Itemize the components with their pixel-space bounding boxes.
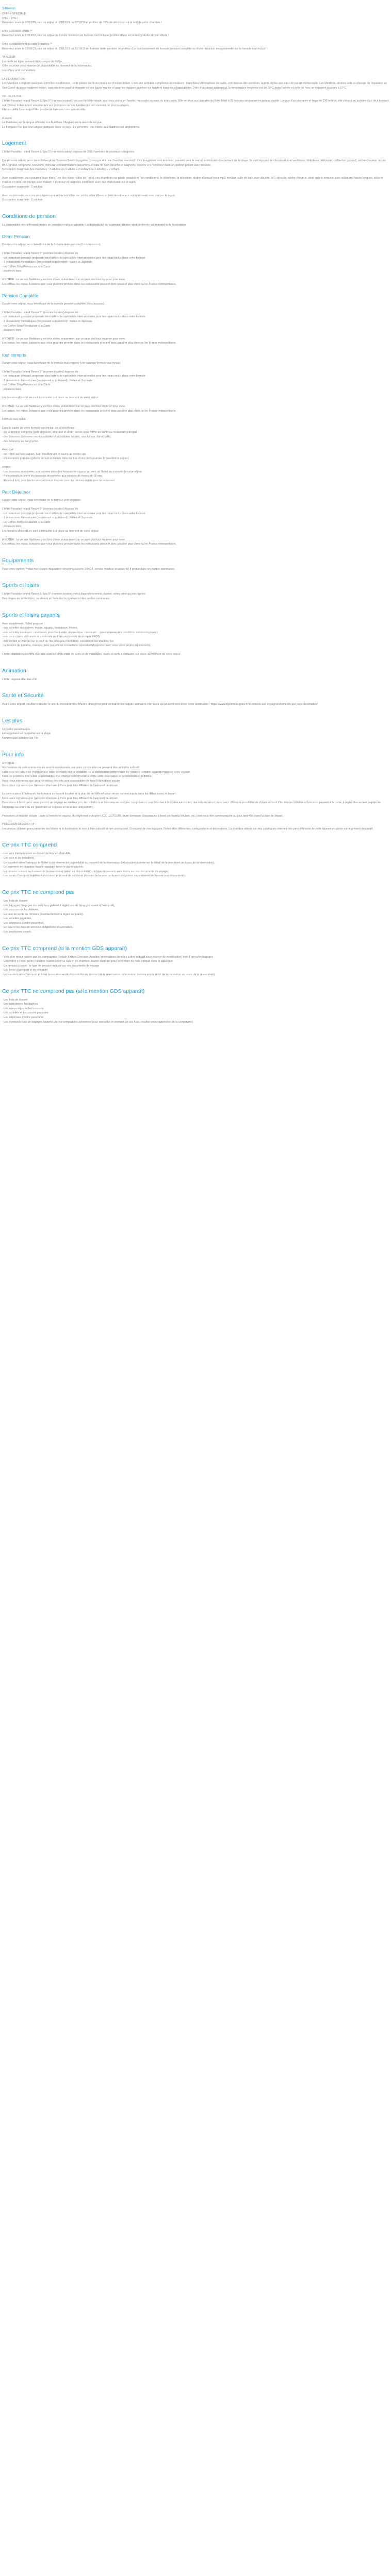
section-title-pour-info: Pour info — [2, 751, 24, 758]
pension-complete-paragraph: L'hôtel Paradise Island Resort 5* (normes locales) dispose de : - un restaurant principal proposant des buffets de spécialités internationales pour les repas inclus dans votre formule - 2 restaurants thématiques (moyennant supplément) : Italien et Japonais - un Coffee Shop/Restaurant à la Carte - plusieurs bars — [2, 311, 145, 332]
section-title-animation: Animation — [2, 667, 26, 674]
section-prix-comprend — [2, 841, 389, 878]
demi-pension-paragraph: L'hôtel Paradise Island Resort 5* (normes locales) dispose de : - un restaurant principal proposant des buffets de spécialités internationales pour les repas inclus dans votre formule - 2 restaurants thématiques (moyennant supplément) : Italien et Japonais - un Coffee Shop/Restaurant à la Carte - plusieurs bars — [2, 252, 145, 273]
section-title-sports: Sports et loisirs — [2, 582, 39, 589]
pension-complete-paragraph: A NOTER : la vie aux Maldives y est très chère, notamment car ce pays doit tout importer pour vivre. Les extras, les repas, boissons que vous pourriez prendre dans les restaurants pouvent donc paraître plus chers qu'en France métropolitaine. — [2, 337, 177, 345]
sante-paragraph: Avant votre départ, veuillez consulter le site du ministère des Affaires étrangères pour connaître les risques sanitaires éventuels qui peuvent concerner votre destination : https://www.diplomatie.gouv.fr/fr/conseils-aux-voyageurs/conseils-par-pays-destination/ — [2, 703, 318, 706]
subsection-title-petit-dejeuner: Petit Déjeuner — [2, 489, 30, 495]
situation-paragraph: *A NOTER : Les tarifs en ligne tiennent déjà compte de l'offre. Offre soumise sous réserve de disponibilité au moment de la réservation. Les offres sont cumulables. — [2, 56, 92, 72]
section-title-prix-ne-comprend: Ce prix TTC ne comprend pas — [2, 889, 75, 895]
section-prix-ne-comprend — [2, 889, 389, 935]
tout-compris-paragraph: L'hôtel Paradise Island Resort 5* (normes locales) dispose de : - un restaurant principal proposant des buffets de spécialités internationales pour les repas inclus dans votre formule - 2 restaurants thématiques (moyennant supplément) : Italien et Japonais - un Coffee Shop/Restaurant à la Carte - plusieurs bars — [2, 370, 145, 391]
section-situation — [2, 6, 389, 129]
section-sports-payants — [2, 612, 389, 657]
logement-paragraph: Avec supplément, vous pourrez loger dans l'une des Water Villas de l'hôtel, ces chambres sur pilotis possèdent l'air conditionné, le téléphone, la télévision, station d'accueil pour mp3, minibar, salle de bain avec douche, WC séparés, sèche-cheveux, ainsi qu'une terrasse avec solarium chaises longues, table et chaises en bois, cet lounge avec maison d'exterieur et baignoire extérieure avec vue imprenable sur le lagon. Occupation maximale : 2 adultes. — [2, 176, 383, 189]
tout-compris-paragraph: Formule tout inclus — [2, 418, 26, 421]
section-prix-ne-comprend-gds — [2, 988, 389, 1025]
pour-info-paragraph: PRECISION DESCRIPTIF : Les photos utilisées pour présenter les hôtels et la destination le sont à titre indicatif et non contractuel. Conscient de nos logiques, l'hôtel offre différentes configurations et décorations. La chambre attitulé sur des catalogues internes très peut différente de celle figurant en photo sur le présent descriptif. — [2, 823, 373, 831]
equipements-paragraph: Pour votre confort, l'hôtel met à votre disposition réception ouverte 24h/24, service médical et accès Wi-fi gratuit dans les parties communes. — [2, 567, 175, 571]
section-equipements — [2, 557, 389, 572]
subsection-title-demi-pension: Demi Pension — [2, 234, 30, 240]
section-title-prix-comprend: Ce prix TTC comprend — [2, 842, 57, 849]
section-pour-info — [2, 751, 389, 832]
prix-ne-comprend-gds-list: - Les frais de dossier - Les assurances facultatives - Les autres repas et les boissons - Les activités et excursions payantes - Les dépenses d'ordre personnel - Les éventuels frais de bagages facturés par les compagnies aériennes (pour connaître le montant de ces frais, veuillez vous rapprocher de la compagnie) — [2, 998, 193, 1024]
tout-compris-paragraph: Avec que : - de l'hôtel au bain vaques, bain bouillonnant et sauna au centre spa - d'excursions gratuites (pêche de nuit et balade dans les îles d'une demi-journée 1x pendant le séjour) — [2, 448, 129, 461]
product-description-page — [0, 0, 391, 1039]
conditions-intro: La disponibilité des différents modes de pension n'est pas garantie. La disponibilité de la pension choisie sera confirmée au moment de la réservation — [2, 223, 186, 227]
section-sante-securite — [2, 692, 389, 707]
tout-compris-paragraph: Durant votre séjour, vous bénéficiez de la formule tout compris (voir cadrage formule tout inclus). — [2, 361, 121, 365]
section-title-sante: Santé et Sécurité — [2, 692, 44, 699]
section-animation — [2, 667, 389, 682]
section-prix-comprend-gds — [2, 945, 389, 977]
section-title-prix-ne-comprend-gds: Ce prix TTC ne comprend pas (si la mention GDS apparaît) — [2, 988, 145, 994]
section-title-conditions: Conditions de pension — [2, 213, 56, 219]
petit-dejeuner-paragraph: L'hôtel Paradise Island Resort 5* (normes locales) dispose de : - un restaurant principal proposant des buffets de spécialités internationales pour les repas inclus dans votre formule - 2 restaurants thématiques (moyennant supplément) : Italien et Japonais - un Coffee Shop/Restaurant à la Carte - plusieurs bars Les horaires d'ouverture sont à consulter sur place au moment de votre séjour. — [2, 507, 145, 533]
tout-compris-paragraph: Dans le cadre de votre formule tout inclus, vous bénéficiez : - de la pension complète (petit-déjeuner, déjeuner et dîner) servis sous forme de buffet au restaurant principal - des boissons (boissons non-alcoolisées et alcoolisées locales, vins locaux, thé et café), - des boissons au bar piscine. — [2, 426, 137, 443]
section-sports-loisirs — [2, 582, 389, 601]
situation-paragraph: OFFRE SPECIALE Offre - 17% ! Réservez avant le 27/12/19 pour un séjour du 28/12/19 au 27/12/19 et profitez de 17% de réduction sur le tarif de votre chambre ! — [2, 12, 162, 25]
sports-paragraph: L'hôtel Paradise Island Resort & Spa 5* (normes locales) met à disposition tennis, basket, volley ainsi qu'une piscine. Des plages de sable blanc, se situent en face des bungalows et des parties communes. — [2, 592, 146, 600]
section-title-equipements: Equipements — [2, 557, 34, 564]
section-logement — [2, 140, 389, 202]
logement-paragraph: Durant votre séjour, vous serez hébergé en Superior Beach bungalow (correspond à une chambre standard). Ces bungalows sont entourés, orientés vers la mer et positionnés directement sur la plage. Ils sont équipés de climatisation et ventilateur, téléphone, télévision, coffre-fort (payant), sèche-cheveux, accès Wi-Fi gratuit, téléphone, télévision, mini-bar (consommations payantes) et salle de bain (douche et baignoire) ouverte sur l'extérieur dans un jardinet privatif avec terrasse. Occupation maximale des chambres : 3 adultes ou 1 adulte + 2 enfants ou 2 adultes + 2 enfant. — [2, 159, 386, 172]
subsection-petit-dejeuner — [2, 489, 389, 546]
demi-pension-paragraph: A NOTER : la vie aux Maldives y est très chère, notamment car ce pays doit tout importer pour vivre. Les extras, les repas, boissons que vous pourriez prendre dans les restaurants pouvent donc paraître plus chers qu'en France métropolitaine. — [2, 278, 177, 286]
section-title-situation: Situation — [2, 7, 15, 10]
subsection-pension-complete — [2, 293, 389, 346]
situation-paragraph: Offre excursion offerte !* Réservez avant le 27/12/19 pour un séjour de 6 nuits minimum en formule tout inclus et profitez d'une excursion gratuite de voir offerte ! — [2, 29, 169, 38]
subsection-tout-compris — [2, 352, 389, 483]
sports-payants-paragraph: Avec supplément, l'hôtel propose : - des activités récréatives: tennis, aquatic, badminton, fitness, - des activités nautiques: catamaran, planche à voile, ski nautique, canoë etc... (sous réserve des conditions météorologiques) - des cours (avec débutants et confirmés au Français (centre de plongée PADI). - des sorties en mer au sur le récif de l'île, plongées nocturnes, excursions sur d'autres îles - la location de pédalos, masque, tuba (sous vous conseillons cependant d'apporter avec vous votre propre équipement). — [2, 622, 158, 648]
section-conditions-pension — [2, 213, 389, 547]
plus-paragraph: Un cadre paradisiaque Hébergement en bungalow sur la plage Nombreuses activités sur l'île — [2, 727, 51, 740]
section-title-logement: Logement — [2, 140, 26, 147]
pour-info-paragraph: Personnes à mobilité réduite : suite à l'entrée en vigueur du règlement européen (CE) 1107/2006, toute demande d'assistance à bord (en fauteuil roulant, etc.) doit nous être communiquée au plus tard 48h avant la date de départ. — [2, 814, 283, 818]
section-title-sports-payants: Sports et loisirs payants — [2, 612, 60, 618]
logement-paragraph: L'hôtel Paradise Island Resort & Spa 5* (normes locales) dispose de 260 chambres de plusieurs catégories. — [2, 150, 135, 154]
situation-paragraph: LA DESTINATION : Les Maldives comptent quelques 1200 îles coralliennes, petits pilotes de fleurs posés sur l'Océan Indien. C'est une véritable symphonie de couleurs : blanc/bleu! Atmosphère de sable, vert intense des cocotiers, lagons idylles aux eaux de pureté d'émeraude. Les Maldives, situées juste au-dessus de l'équateur au Sud-Ouest du sous-continent indien, sont réputées pour la diversité de leur faune marine et pour les répuses baleines qui habitent leurs eaux translucides. Doté d'un climat subtropical, la température moyenne est de 30°C toute l'année et celle de l'eau se maintient toujours à 27°C. — [2, 77, 387, 90]
section-les-plus — [2, 717, 389, 741]
sports-payants-paragraph: L'hôtel dispose également d'un spa avec un large choix de soins et de massages. Soins et tarifs à consulter sur place au moment de votre séjour. — [2, 653, 181, 656]
petit-dejeuner-paragraph: A NOTER : la vie aux Maldives y est très chère, notamment car ce pays doit tout importer pour vivre. Les extras, les repas, boissons que vous pourriez prendre dans les restaurants pouvent donc paraître plus chers qu'en France métropolitaine. — [2, 538, 177, 546]
section-title-prix-comprend-gds: Ce prix TTC comprend (si la mention GDS apparaît) — [2, 945, 127, 952]
pour-info-paragraph: La convocation à l'aéroport, les horaires se basent localisé et la plan de vol définitif vous seront communiqués dans les délais avant le départ. Nous vous signalons que l'aéroport d'arrivée à Paris peut être différent de l'aéroport de départ. Prestations à bord : pour vous garantir un voyage au meilleur prix, les collations et boissons ne sont pas comprises ou sont fournies à bord des avions lors des vols de retour; nous vous offrons la possibilité de choisir au bord d'en être en collation et boissons peuvent à la carte, à régler directement auprès de l'équipage au cours du vol (paiement en espèces et de euros uniquement). — [2, 792, 381, 809]
logement-paragraph: Avec supplément, vous pourrez également en Harbor Villas sur pilotis, elles offrent un bien lieuditement sur la terrasse avec vue sur le lagon. Occupation maximale : 2 adultes. — [2, 194, 176, 202]
situation-paragraph: VOTRE HOTEL : L'hôtel Paradise Island Resort & Spa 5* (normes locales), est une île hôtel idéale, que vous soyez en famille, en couple ou mais ou entre amis. Elle se situe aux latitudes du Nord Malé à 20 minutes seulement en bateau rapide. Longue d'un kilomètre et large de 230 mètres, elle s'étend en bordure d'un récif bordant sur l'Océan Indien et est adaptée tant aux plongeurs qu'aux familles qui ont vraiment du plus de plages. Elle accueille l'aventage d'être proche de l'aéroport des vols en ville. — [2, 95, 389, 112]
section-title-plus: Les plus — [2, 717, 23, 724]
demi-pension-paragraph: Durant votre séjour, vous bénéficiez de la formule demi-pension (hors boissons). — [2, 243, 102, 247]
petit-dejeuner-paragraph: Durant votre séjour, vous bénéficiez de la formule petit-déjeuner. — [2, 499, 82, 502]
subsection-demi-pension — [2, 233, 389, 286]
tout-compris-paragraph: Les horaires d'ouverture sont à consulter sur place au moment de votre séjour. — [2, 396, 99, 400]
animation-paragraph: L'hôtel dispose d'un bar-club. — [2, 677, 38, 681]
tout-compris-paragraph: A NOTER : la vie aux Maldives y est très chère, notamment car ce pays doit tout importer pour vivre. Les extras, les repas, boissons que vous pourriez prendre dans les restaurants pouvent donc paraître plus chers qu'en France métropolitaine. — [2, 405, 177, 413]
pour-info-paragraph: A NOTER : Vos horaires de vols communiqués seront réceptionnés sur votre convocation ne peuvent être qu'à titre indicatif. Dans tous les cas, il est impératif que vous vérifiez/créez la réception de la convocation comprenant les horaires définitifs avant d'organiser votre voyage. Nous ne pourrons être tenus responsables d'un changement d'horaires entre votre réservation et la convocation définitive. Nous vous informons que, pour ce séjour, les vols sont susceptibles de faire l'objet d'une escale. Nous vous signalons que l'aéroport d'arrivée à Paris peut être différent de l'aéroport de départ. — [2, 761, 191, 787]
prix-ne-comprend-list: - Les frais de dossier - Les bagages (bagages des vols hors galeriel il régler lors de l'enregistrement à l'aéroport), - Les assurances facultatives, - La taxe de sortie du territoire (éventuellement à régler sur place), - Les activités payantes, - Les dépenses d'ordre personnel, - Le visa et les frais de services obligatoires si spécialités, - Les pourboires usuels. — [2, 899, 115, 934]
pension-complete-paragraph: Durant votre séjour, vous bénéficiez de la formule pension complète (hors boisson). — [2, 302, 105, 306]
situation-paragraph: A savoir : La Maldivien est la langue officielle aux Maldives. l'Anglais est la seconde langue. La français n'est pas une langue pratiquée dans ce pays. Le personnel des hôtels aux Maldives est anglophone. — [2, 116, 140, 129]
subsection-title-tout-compris: tout compris — [2, 352, 26, 358]
tout-compris-paragraph: A noter : - Les boissons alcoolisées sont servies selon les horaires en vigueur au sein de l'hôtel au moment de votre séjour. - Il est interdit de servir les boissons alcoolisées aux mineurs de moins de 18 ans. - Pendant long pour les horaires et beaux discrets pour les bonnes réglés pour le restaurant. — [2, 466, 143, 482]
subsection-title-pension-complete: Pension Complète — [2, 293, 39, 299]
prix-comprend-list: - Les vols internationaux au départ de France Malé A/R, - Les vols et les transferts, - Le transfert entre l'aéroport et l'hôtel sous réserve de disponibilité au moment de la réservation (information donnée sur le détail de la prestation au cours de la réservation), - Le logement en chambre double standard selon le durée choisie, - La pension suivant au moment de la réservation (selon sa disponibilité) : le type de pension sera repris sur vos documents de voyage, - Les taxes d'aéroport (sujettes à évolution) et la taxe de solidarité (incluant la hausse carburant obligatoire sous réserve de hausse supplémentaire). — [2, 852, 215, 878]
prix-comprend-gds-list: - Vols aller retour opérés par les compagnies Turkish Airlines,Emirates,Aeroflot (informations données à titre indicatif sous réserve de modification) hors France/en bagages - Logement à l'hôtel Hôtel Paradise Island Resort & Spa 5* en chambre double standard pour le nombre de nuits indiqué dans le catalogue - La pension choisie : le type de pension indiqué sur vos documents de voyage - Les taxes d'aéroport et de solidarité - Le transfert entre l'aéroport et hôtel (sous réserve de disponibilité au moment de la réservation - information donnée sur le détail de la prestation au cours de la réservation) — [2, 955, 215, 977]
situation-paragraph: Offre surclassement pension complète !* Réservez avant le 31/08/19 pour un séjour du 28/12/19 au 31/10/19 en formule demi-pension, et profitez d'un surclassement en formule pension complète ou d'une réduction exceptionnelle sur la formule tout inclus ! — [2, 42, 267, 50]
